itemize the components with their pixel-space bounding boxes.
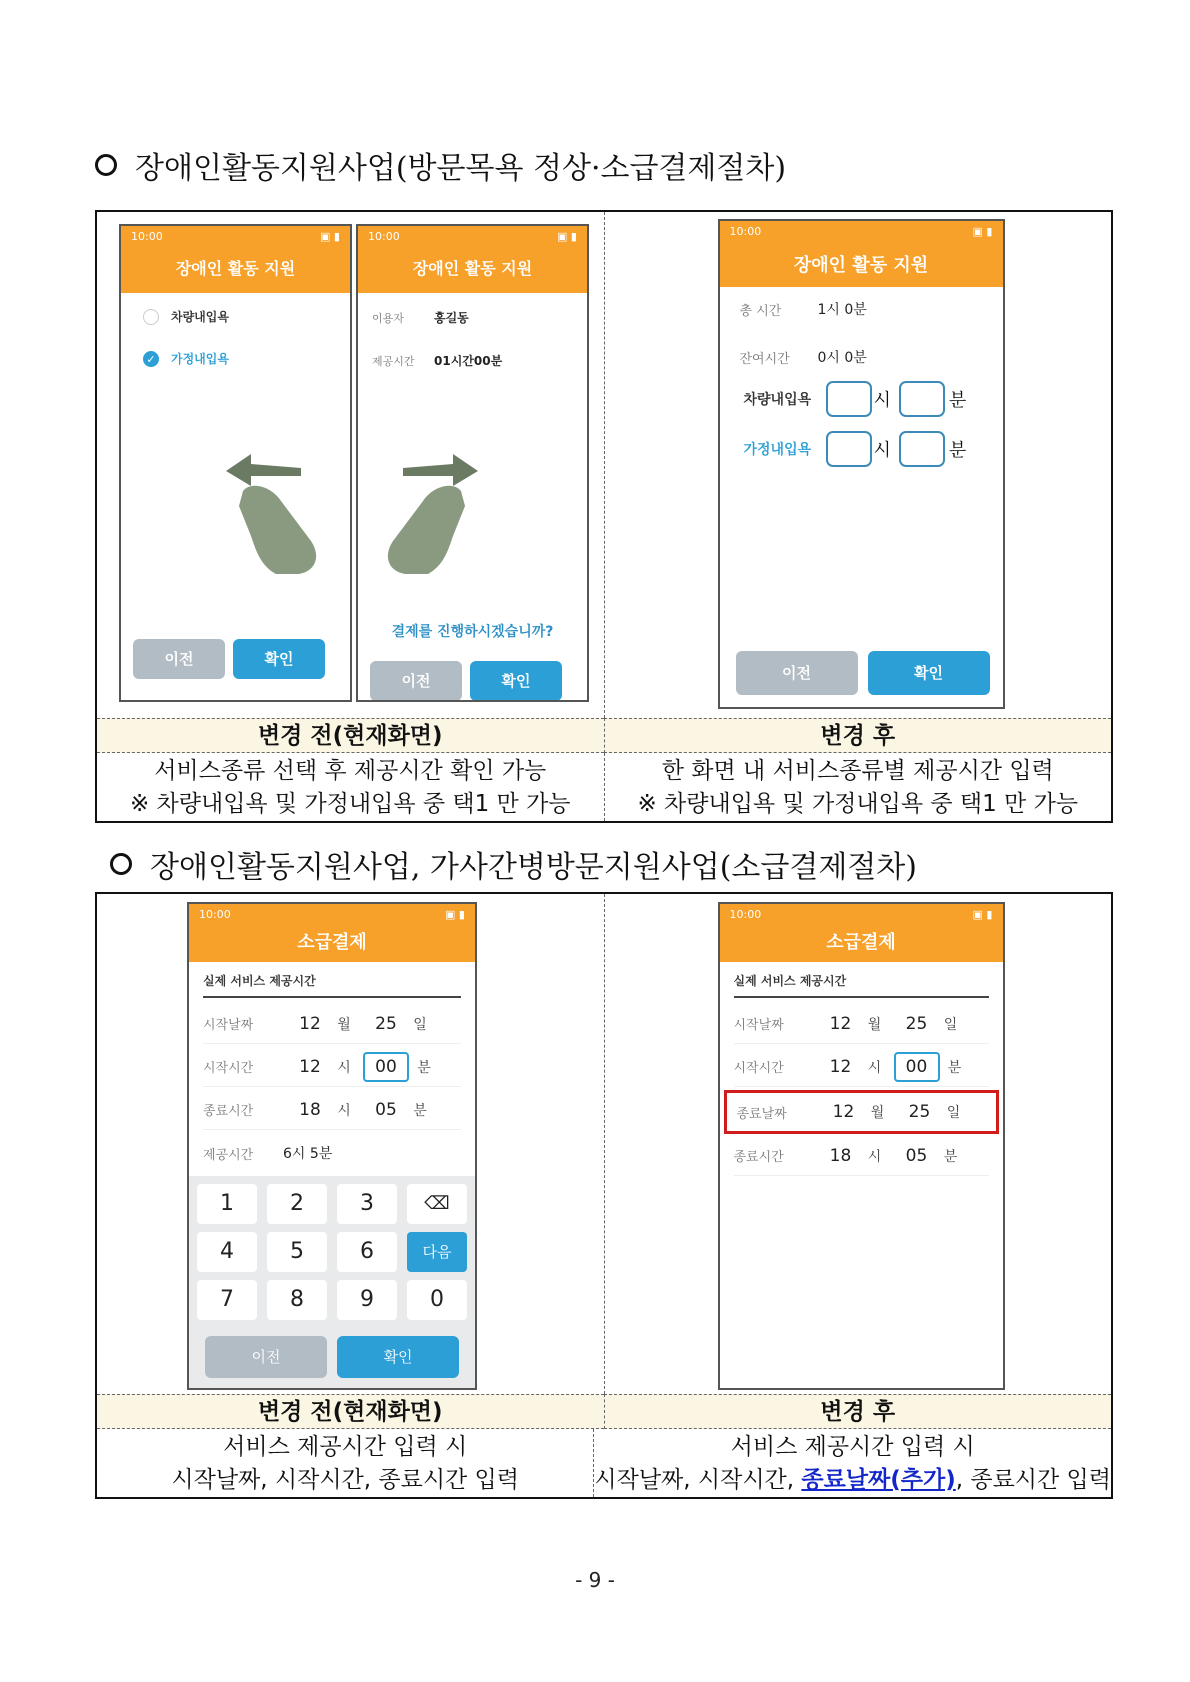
provided-time-row xyxy=(203,1133,461,1173)
status-icons: ▣ ▮ xyxy=(972,225,993,238)
hour-value[interactable]: 18 xyxy=(299,1099,321,1120)
ok-button[interactable]: 확인 xyxy=(233,639,325,679)
description-text: , 종료시간 입력 xyxy=(955,1467,1111,1493)
status-time: 10:00 xyxy=(199,908,231,921)
car-minute-input[interactable] xyxy=(899,381,945,417)
before-screenshot-cell xyxy=(97,212,604,718)
description-line xyxy=(594,1464,1111,1497)
phone-retro-payment-before xyxy=(187,902,477,1390)
screen-title: 장애인 활동 지원 xyxy=(793,255,929,276)
minute-unit: 분 xyxy=(947,1059,962,1076)
comparison-table-1 xyxy=(95,210,1113,823)
end-time-row xyxy=(734,1136,989,1176)
total-time-value: 1시 0분 xyxy=(817,302,867,318)
next-key[interactable]: 다음 xyxy=(407,1232,467,1272)
before-label: 변경 전(현재화면) xyxy=(97,718,604,753)
day-unit: 일 xyxy=(413,1016,427,1033)
total-time-row xyxy=(740,299,867,319)
section-title-text: 장애인활동지원사업, 가사간병방문지원사업(소급결제절차) xyxy=(150,850,917,885)
section-heading: 실제 서비스 제공시간 xyxy=(734,972,989,998)
hour-unit: 시 xyxy=(873,440,891,461)
remain-time-value: 0시 0분 xyxy=(817,350,867,366)
status-icons: ▣ ▮ xyxy=(320,230,340,243)
screen-title: 소급결제 xyxy=(297,932,367,953)
day-unit: 일 xyxy=(943,1016,958,1033)
key-9[interactable]: 9 xyxy=(337,1280,397,1320)
row-label: 시작시간 xyxy=(203,1061,254,1076)
car-hour-input[interactable] xyxy=(826,381,872,417)
month-unit: 월 xyxy=(867,1016,882,1033)
time-label: 제공시간 xyxy=(372,354,415,368)
section-title-1 xyxy=(95,143,786,187)
description-line: 서비스 제공시간 입력 시 xyxy=(730,1434,975,1460)
minute-value-focused[interactable]: 00 xyxy=(363,1052,409,1082)
start-date-row xyxy=(734,1004,989,1044)
circle-bullet-icon xyxy=(110,853,132,875)
status-time: 10:00 xyxy=(729,908,762,921)
hour-unit: 시 xyxy=(867,1148,882,1165)
month-value[interactable]: 12 xyxy=(829,1013,852,1034)
key-3[interactable]: 3 xyxy=(337,1184,397,1224)
description-line: 시작날짜, 시작시간, 종료시간 입력 xyxy=(171,1467,519,1493)
description-line: 서비스종류 선택 후 제공시간 확인 가능 xyxy=(154,758,547,784)
key-7[interactable]: 7 xyxy=(197,1280,257,1320)
minute-unit: 분 xyxy=(417,1059,431,1076)
user-row xyxy=(372,309,469,326)
provided-time-value: 6시 5분 xyxy=(283,1146,333,1162)
status-icons: ▣ ▮ xyxy=(445,908,465,921)
ok-button[interactable]: 확인 xyxy=(868,651,990,695)
phone-service-select xyxy=(119,224,352,702)
phone-payment-confirm xyxy=(356,224,589,702)
minute-unit: 분 xyxy=(943,1148,958,1165)
hour-unit: 시 xyxy=(873,390,891,411)
hour-value[interactable]: 12 xyxy=(829,1056,852,1077)
key-6[interactable]: 6 xyxy=(337,1232,397,1272)
status-time: 10:00 xyxy=(131,230,163,243)
payment-question: 결제를 진행하시겠습니까? xyxy=(391,624,554,640)
home-bath-label: 가정내입욕 xyxy=(743,442,812,458)
minute-unit: 분 xyxy=(413,1102,427,1119)
radio-unchecked-icon xyxy=(143,309,159,325)
month-value[interactable]: 12 xyxy=(299,1013,321,1034)
before-screenshot-cell xyxy=(97,894,604,1394)
status-icons: ▣ ▮ xyxy=(972,908,993,921)
car-bath-label: 차량내입욕 xyxy=(743,392,812,408)
car-bath-input-row xyxy=(744,381,967,417)
user-label: 이용자 xyxy=(372,311,404,325)
home-minute-input[interactable] xyxy=(899,431,945,467)
status-time: 10:00 xyxy=(729,225,762,238)
day-value[interactable]: 25 xyxy=(375,1013,397,1034)
day-value[interactable]: 25 xyxy=(908,1102,931,1122)
end-date-row-highlighted xyxy=(724,1090,999,1134)
description-line: 한 화면 내 서비스종류별 제공시간 입력 xyxy=(661,758,1054,784)
phone-retro-payment-after xyxy=(718,902,1005,1390)
hour-value[interactable]: 18 xyxy=(829,1145,852,1166)
option-label: 가정내입욕 xyxy=(171,352,229,366)
prev-button[interactable]: 이전 xyxy=(736,651,858,695)
start-time-row xyxy=(203,1047,461,1087)
month-value[interactable]: 12 xyxy=(832,1102,855,1122)
description-line: 서비스 제공시간 입력 시 xyxy=(223,1434,468,1460)
minute-value-focused[interactable]: 00 xyxy=(894,1052,940,1082)
time-value: 01시간00분 xyxy=(434,354,503,368)
start-date-row xyxy=(203,1004,461,1044)
after-label: 변경 후 xyxy=(604,1394,1112,1429)
key-5[interactable]: 5 xyxy=(267,1232,327,1272)
home-hour-input[interactable] xyxy=(826,431,872,467)
home-bath-input-row xyxy=(744,431,967,467)
prev-button[interactable]: 이전 xyxy=(205,1336,327,1378)
section-title-2 xyxy=(110,842,917,886)
before-description xyxy=(97,1429,593,1497)
numeric-keypad xyxy=(189,1176,475,1390)
option-label: 차량내입욕 xyxy=(171,310,229,324)
row-label: 제공시간 xyxy=(203,1147,254,1163)
option-home-bath[interactable] xyxy=(143,350,229,367)
day-unit: 일 xyxy=(946,1105,961,1121)
prev-button[interactable]: 이전 xyxy=(133,639,225,679)
row-label: 시작시간 xyxy=(733,1061,784,1076)
before-label: 변경 전(현재화면) xyxy=(97,1394,604,1429)
status-icons: ▣ ▮ xyxy=(557,230,577,243)
time-row xyxy=(372,352,502,369)
after-screenshot-cell xyxy=(604,894,1112,1394)
section-heading: 실제 서비스 제공시간 xyxy=(203,972,461,998)
hour-unit: 시 xyxy=(337,1102,351,1119)
prev-button[interactable]: 이전 xyxy=(370,661,462,701)
option-car-bath[interactable] xyxy=(143,308,229,325)
before-description xyxy=(97,753,604,821)
section-title-text: 장애인활동지원사업(방문목욕 정상·소급결제절차) xyxy=(135,151,787,186)
remain-time-label: 잔여시간 xyxy=(739,351,790,367)
hour-unit: 시 xyxy=(337,1059,351,1076)
status-time: 10:00 xyxy=(368,230,400,243)
ok-button[interactable]: 확인 xyxy=(337,1336,459,1378)
minute-unit: 분 xyxy=(948,390,967,411)
radio-checked-icon: ✓ xyxy=(143,351,159,367)
screen-title: 소급결제 xyxy=(826,932,896,953)
after-label: 변경 후 xyxy=(604,718,1112,753)
row-label: 종료날짜 xyxy=(736,1106,787,1122)
screen-title: 장애인 활동 지원 xyxy=(175,259,296,278)
row-label: 종료시간 xyxy=(733,1150,784,1165)
description-line: ※ 차량내입욕 및 가정내입욕 중 택1 만 가능 xyxy=(637,791,1079,817)
month-unit: 월 xyxy=(337,1016,351,1033)
backspace-key-icon[interactable]: ⌫ xyxy=(407,1184,467,1224)
description-text: 시작날짜, 시작시간, xyxy=(594,1467,802,1493)
phone-time-input xyxy=(718,219,1005,709)
row-label: 시작날짜 xyxy=(203,1018,254,1033)
row-label: 시작날짜 xyxy=(733,1018,784,1033)
key-2[interactable]: 2 xyxy=(267,1184,327,1224)
swipe-left-hand-icon xyxy=(221,446,331,576)
start-time-row xyxy=(734,1047,989,1087)
row-label: 종료시간 xyxy=(203,1104,254,1119)
end-time-row xyxy=(203,1090,461,1130)
hour-unit: 시 xyxy=(867,1059,882,1076)
after-description xyxy=(593,1429,1111,1497)
after-description xyxy=(604,753,1112,821)
month-unit: 월 xyxy=(870,1105,885,1121)
day-value[interactable]: 25 xyxy=(905,1013,928,1034)
minute-unit: 분 xyxy=(948,440,967,461)
comparison-table-2 xyxy=(95,892,1113,1499)
hour-value[interactable]: 12 xyxy=(299,1056,321,1077)
after-screenshot-cell xyxy=(604,212,1112,718)
circle-bullet-icon xyxy=(95,154,117,176)
swipe-right-hand-icon xyxy=(373,446,483,576)
screen-title: 장애인 활동 지원 xyxy=(412,259,533,278)
page-number: - 9 - xyxy=(575,1568,615,1592)
highlighted-addition: 종료날짜(추가) xyxy=(801,1467,956,1493)
key-4[interactable]: 4 xyxy=(197,1232,257,1272)
minute-value[interactable]: 05 xyxy=(375,1099,397,1120)
ok-button[interactable]: 확인 xyxy=(470,661,562,701)
remain-time-row xyxy=(740,347,867,367)
total-time-label: 총 시간 xyxy=(739,303,782,319)
key-0[interactable]: 0 xyxy=(407,1280,467,1320)
key-1[interactable]: 1 xyxy=(197,1184,257,1224)
key-8[interactable]: 8 xyxy=(267,1280,327,1320)
description-line: ※ 차량내입욕 및 가정내입욕 중 택1 만 가능 xyxy=(129,791,571,817)
user-value: 홍길동 xyxy=(434,311,469,325)
minute-value[interactable]: 05 xyxy=(905,1145,928,1166)
